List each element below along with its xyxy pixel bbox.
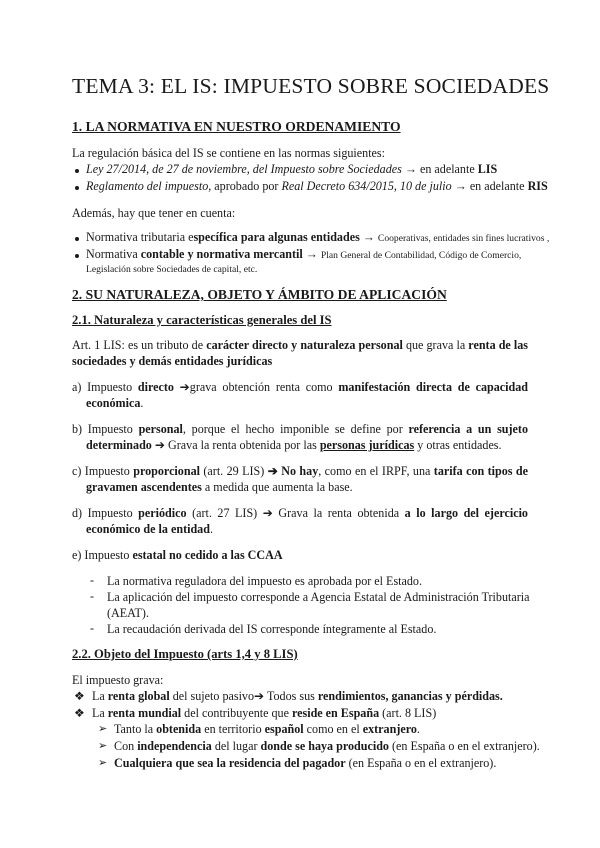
bullet-icon (75, 186, 79, 190)
arrowhead-bullet-icon: ➢ (98, 757, 108, 769)
item-c: c) Impuesto proporcional (art. 29 LIS) ➔ No hay, como en el IRPF, una tarifa con tipos de (72, 464, 528, 478)
bullet-icon (75, 169, 79, 173)
item-b: b) Impuesto personal, porque el hecho imponible se define por referencia a un sujeto (72, 422, 529, 436)
dash-item-3: La recaudación derivada del IS corresponde íntegramente al Estado. (107, 622, 437, 636)
art1-paragraph: Art. 1 LIS: es un tributo de carácter directo y naturaleza personal que grava la renta de las (72, 338, 529, 352)
renta-mundial-item: La renta mundial del contribuyente que reside en España (art. 8 LIS) (92, 706, 437, 720)
dash-item-2-cont: (AEAT). (107, 606, 149, 620)
arrowhead-bullet-icon: ➢ (98, 740, 108, 752)
diamond-bullet-icon: ❖ (74, 689, 85, 703)
item-a-cont: económica. (86, 396, 144, 410)
dash-item-1: La normativa reguladora del impuesto es aprobada por el Estado. (107, 574, 422, 588)
list-item-lis: Ley 27/2014, de 27 de noviembre, del Impuesto sobre Sociedades → en adelante LIS (86, 162, 498, 176)
section-1-heading: 1. LA NORMATIVA EN NUESTRO ORDENAMIENTO (72, 119, 401, 134)
bullet-icon (75, 237, 79, 241)
list-item-contable-cont: Legislación sobre Sociedades de capital, etc. (86, 264, 258, 275)
dash-icon: - (90, 589, 95, 603)
bullet-icon (75, 254, 79, 258)
section-1-intro: La regulación básica del IS se contiene en las normas siguientes: (72, 146, 385, 160)
item-e: e) Impuesto estatal no cedido a las CCAA (72, 548, 283, 562)
list-item-especifica: Normativa tributaria específica para algunas entidades → Cooperativas, entidades sin fines lucrativos , (86, 230, 550, 244)
dash-item-2: La aplicación del impuesto corresponde a Agencia Estatal de Administración Tributaria (107, 590, 530, 604)
subsection-2-1-heading: 2.1. Naturaleza y características generales del IS (72, 313, 332, 327)
section-2-heading: 2. SU NATURALEZA, OBJETO Y ÁMBITO DE APLICACIÓN (72, 287, 447, 302)
sub-item-independencia: Con independencia del lugar donde se haya producido (en España o en el extranjero). (114, 739, 540, 753)
arrowhead-bullet-icon: ➢ (98, 723, 108, 735)
item-d: d) Impuesto periódico (art. 27 LIS) ➔ Grava la renta obtenida a lo largo del ejercicio (72, 506, 528, 520)
sub-item-territorio: Tanto la obtenida en territorio español como en el extranjero. (114, 722, 420, 736)
renta-global-item: La renta global del sujeto pasivo➔ Todos sus rendimientos, ganancias y pérdidas. (92, 689, 503, 703)
art1-paragraph-cont: sociedades y demás entidades jurídicas (72, 354, 273, 368)
subsection-2-2-heading: 2.2. Objeto del Impuesto (arts 1,4 y 8 LIS) (72, 647, 298, 661)
dash-icon: - (90, 621, 95, 635)
item-b-cont: determinado ➔ Grava la renta obtenida por las personas jurídicas y otras entidades. (86, 438, 502, 452)
item-d-cont: económico de la entidad. (86, 522, 213, 536)
diamond-bullet-icon: ❖ (74, 706, 85, 720)
item-a: a) Impuesto directo ➔grava obtención renta como manifestación directa de capacidad (72, 380, 528, 394)
ademas-text: Además, hay que tener en cuenta: (72, 206, 236, 220)
dash-icon: - (90, 573, 95, 587)
sub-item-pagador: Cualquiera que sea la residencia del pagador (en España o en el extranjero). (114, 756, 497, 770)
list-item-ris: Reglamento del impuesto, aprobado por Real Decreto 634/2015, 10 de julio → en adelante RIS (86, 179, 548, 193)
page-title: TEMA 3: EL IS: IMPUESTO SOBRE SOCIEDADES (72, 74, 550, 98)
item-c-cont: gravamen ascendentes a medida que aumenta la base. (86, 480, 353, 494)
grava-text: El impuesto grava: (72, 673, 164, 687)
list-item-contable: Normativa contable y normativa mercantil → Plan General de Contabilidad, Código de Comercio, (86, 247, 522, 261)
